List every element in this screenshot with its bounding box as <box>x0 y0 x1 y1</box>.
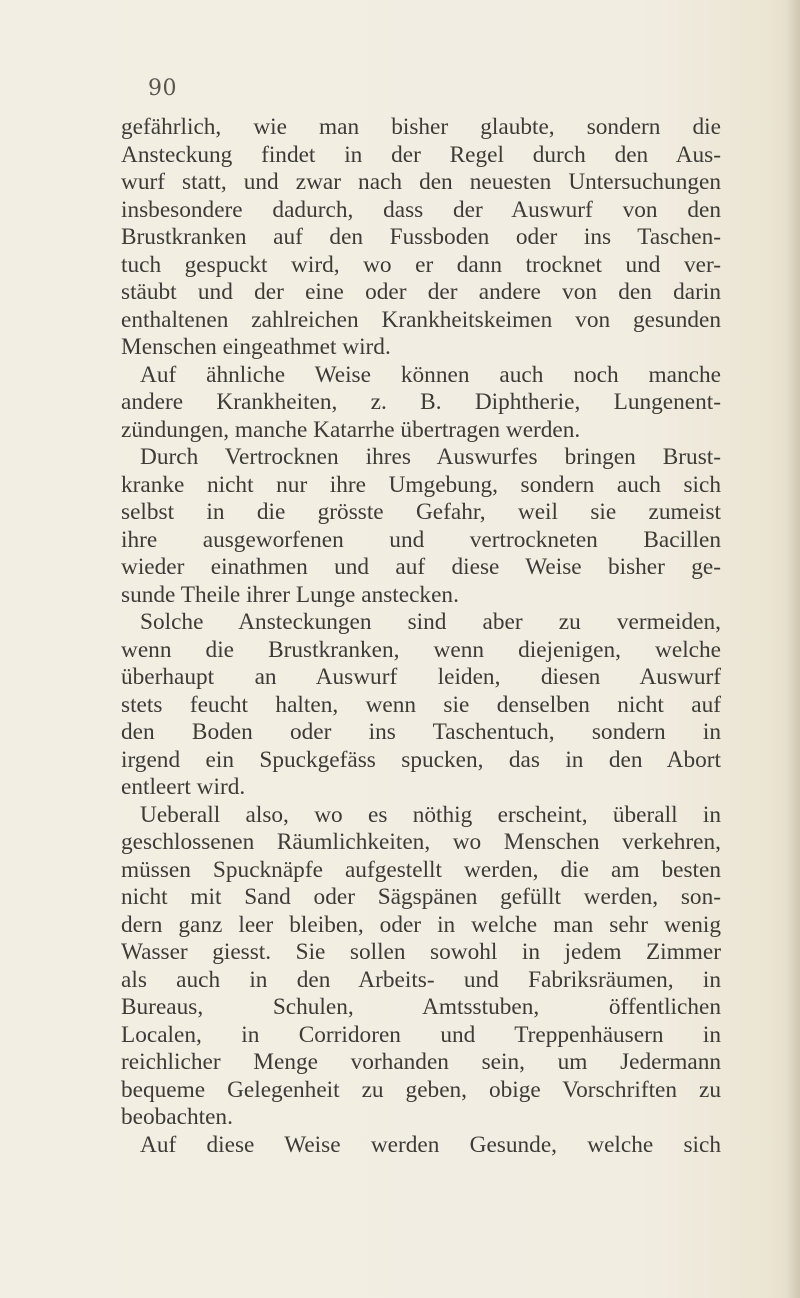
page-edge-shadow <box>786 0 800 1298</box>
text-line: den Boden oder ins Taschentuch, sondern in <box>121 719 721 745</box>
text-line: wenn die Brustkranken, wenn diejenigen, welche <box>121 636 721 663</box>
text-line: als auch in den Arbeits- und Fabriksräumen, in <box>121 966 721 993</box>
text-line: enthaltenen zahlreichen Krankheitskeimen von gesunden <box>121 306 721 333</box>
text-line: Wasser giesst. Sie sollen sowohl in jedem Zimmer <box>121 939 721 965</box>
text-line: stets feucht halten, wenn sie denselben nicht auf <box>121 691 721 718</box>
text-line: geschlossenen Räumlichkeiten, wo Menschen verkehren, <box>121 829 721 855</box>
text-line: Auf diese Weise werden Gesunde, welche sich <box>140 1131 721 1158</box>
text-line: entleert wird. <box>121 774 246 800</box>
text-line: andere Krankheiten, z. B. Diphtherie, Lungenent- <box>121 389 721 415</box>
text-line: Ueberall also, wo es nöthig erscheint, überall in <box>140 801 721 828</box>
text-line: Ansteckung findet in der Regel durch den Aus- <box>121 141 721 168</box>
text-line: Brustkranken auf den Fussboden oder ins Taschen- <box>121 224 721 250</box>
text-line: insbesondere dadurch, dass der Auswurf von den <box>121 196 721 223</box>
text-line: Auf ähnliche Weise können auch noch manche <box>140 361 721 388</box>
text-line: irgend ein Spuckgefäss spucken, das in den Abort <box>121 746 721 773</box>
text-line: wieder einathmen und auf diese Weise bisher ge- <box>121 554 721 580</box>
text-line: gefährlich, wie man bisher glaubte, sondern die <box>121 114 721 140</box>
text-line: Menschen eingeathmet wird. <box>121 334 391 360</box>
text-line: beobachten. <box>121 1104 233 1130</box>
text-line: nicht mit Sand oder Sägspänen gefüllt werden, son- <box>121 884 721 910</box>
text-line: Solche Ansteckungen sind aber zu vermeiden, <box>140 609 721 635</box>
text-line: wurf statt, und zwar nach den neuesten Untersuchungen <box>121 169 721 195</box>
text-line: reichlicher Menge vorhanden sein, um Jedermann <box>121 1049 721 1075</box>
text-line: überhaupt an Auswurf leiden, diesen Auswurf <box>121 664 721 690</box>
page-number: 90 <box>148 76 177 101</box>
text-line: Localen, in Corridoren und Treppenhäusern in <box>121 1021 721 1048</box>
text-line: dern ganz leer bleiben, oder in welche man sehr wenig <box>121 911 721 938</box>
text-line: müssen Spucknäpfe aufgestellt werden, die am besten <box>121 856 721 883</box>
text-line: ihre ausgeworfenen und vertrockneten Bacillen <box>121 526 721 553</box>
text-line: zündungen, manche Katarrhe übertragen werden. <box>121 416 581 443</box>
text-line: bequeme Gelegenheit zu geben, obige Vorschriften zu <box>121 1076 721 1103</box>
text-line: selbst in die grösste Gefahr, weil sie zumeist <box>121 499 721 525</box>
text-line: stäubt und der eine oder der andere von den darin <box>121 279 721 305</box>
body-text <box>121 114 721 1159</box>
text-line: sunde Theile ihrer Lunge anstecken. <box>121 581 459 608</box>
text-line: tuch gespuckt wird, wo er dann trocknet und ver- <box>121 251 721 278</box>
text-line: Durch Vertrocknen ihres Auswurfes bringen Brust- <box>140 444 721 470</box>
text-line: kranke nicht nur ihre Umgebung, sondern auch sich <box>121 471 721 498</box>
text-line: Bureaus, Schulen, Amtsstuben, öffentlichen <box>121 994 721 1020</box>
